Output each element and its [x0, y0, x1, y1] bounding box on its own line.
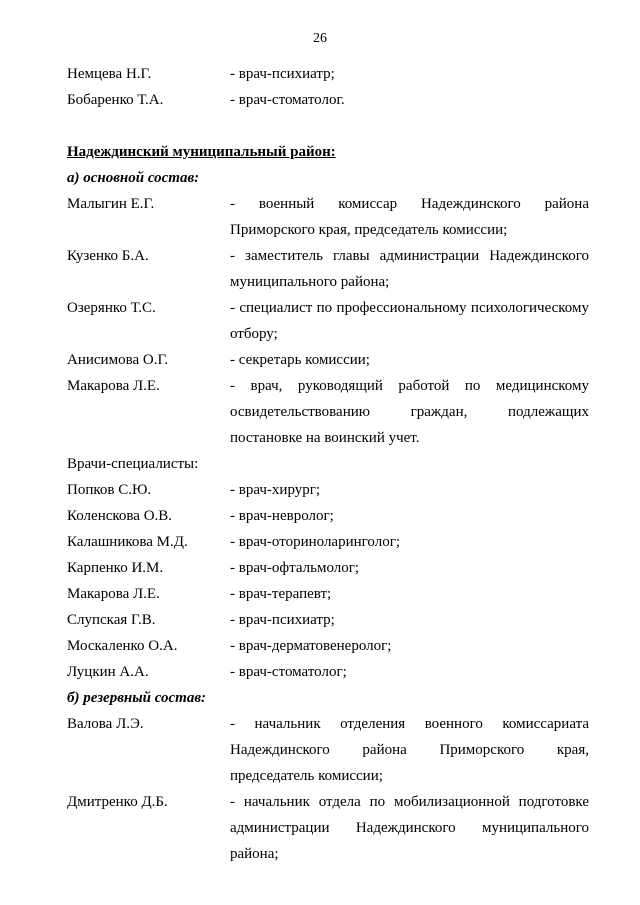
member-row	[67, 87, 589, 113]
member-name: Малыгин Е.Г.	[67, 196, 155, 212]
doctor-row	[67, 477, 589, 503]
member-role: - врач, руководящий работой по медицинскому освидетельствованию граждан, подлежащих постановке на воинский учет.	[230, 378, 589, 446]
doctor-name: Попков С.Ю.	[67, 482, 152, 498]
doctor-row	[67, 555, 589, 581]
member-name: Немцева Н.Г.	[67, 66, 152, 82]
member-name: Макарова Л.Е.	[67, 378, 160, 394]
member-row	[67, 61, 589, 87]
member-row	[67, 243, 589, 295]
member-role: - начальник отдела по мобилизационной подготовке администрации Надеждинского муниципального района;	[230, 794, 589, 862]
member-role: - военный комиссар Надеждинского района Приморского края, председатель комиссии;	[230, 196, 589, 238]
document-content	[67, 61, 589, 867]
doctor-name: Карпенко И.М.	[67, 560, 164, 576]
doctor-row	[67, 607, 589, 633]
district-heading: Надеждинский муниципальный район:	[67, 144, 336, 160]
member-name: Озерянко Т.С.	[67, 300, 156, 316]
doctor-row	[67, 659, 589, 685]
page-number: 26	[313, 31, 327, 46]
doctor-name: Коленскова О.В.	[67, 508, 173, 524]
doctor-row	[67, 503, 589, 529]
member-role: - начальник отделения военного комиссариата Надеждинского района Приморского края, председатель комиссии;	[230, 716, 589, 784]
doctors-list	[67, 477, 589, 685]
main-composition-title: а) основной состав:	[67, 170, 200, 186]
doctor-name: Слупская Г.В.	[67, 612, 156, 628]
member-role: - заместитель главы администрации Надеждинского муниципального района;	[230, 248, 589, 290]
member-row	[67, 711, 589, 789]
member-row	[67, 373, 589, 451]
doctor-role: - врач-терапевт;	[230, 586, 332, 602]
member-name: Дмитренко Д.Б.	[67, 794, 168, 810]
member-row	[67, 789, 589, 867]
doctor-role: - врач-психиатр;	[230, 612, 335, 628]
doctor-name: Луцкин А.А.	[67, 664, 149, 680]
member-role: - специалист по профессиональному психологическому отбору;	[230, 300, 589, 342]
doctor-row	[67, 581, 589, 607]
doctor-role: - врач-офтальмолог;	[230, 560, 360, 576]
doctor-role: - врач-оториноларинголог;	[230, 534, 401, 550]
top-entries	[67, 61, 589, 113]
member-role: - секретарь комиссии;	[230, 352, 370, 368]
member-role: - врач-психиатр;	[230, 66, 335, 82]
doctor-role: - врач-невролог;	[230, 508, 334, 524]
doctors-label: Врачи-специалисты:	[67, 456, 199, 472]
member-name: Бобаренко Т.А.	[67, 92, 164, 108]
doctor-role: - врач-хирург;	[230, 482, 321, 498]
member-row	[67, 295, 589, 347]
member-name: Анисимова О.Г.	[67, 352, 169, 368]
doctor-name: Макарова Л.Е.	[67, 586, 160, 602]
doctor-row	[67, 633, 589, 659]
reserve-composition-list	[67, 711, 589, 867]
doctor-name: Москаленко О.А.	[67, 638, 178, 654]
reserve-composition-title: б) резервный состав:	[67, 690, 207, 706]
member-row	[67, 191, 589, 243]
member-row	[67, 347, 589, 373]
doctor-row	[67, 529, 589, 555]
doctor-role: - врач-дерматовенеролог;	[230, 638, 392, 654]
member-name: Кузенко Б.А.	[67, 248, 149, 264]
doctor-role: - врач-стоматолог;	[230, 664, 347, 680]
doctor-name: Калашникова М.Д.	[67, 534, 188, 550]
member-role: - врач-стоматолог.	[230, 92, 345, 108]
member-name: Валова Л.Э.	[67, 716, 144, 732]
main-composition-list	[67, 191, 589, 451]
